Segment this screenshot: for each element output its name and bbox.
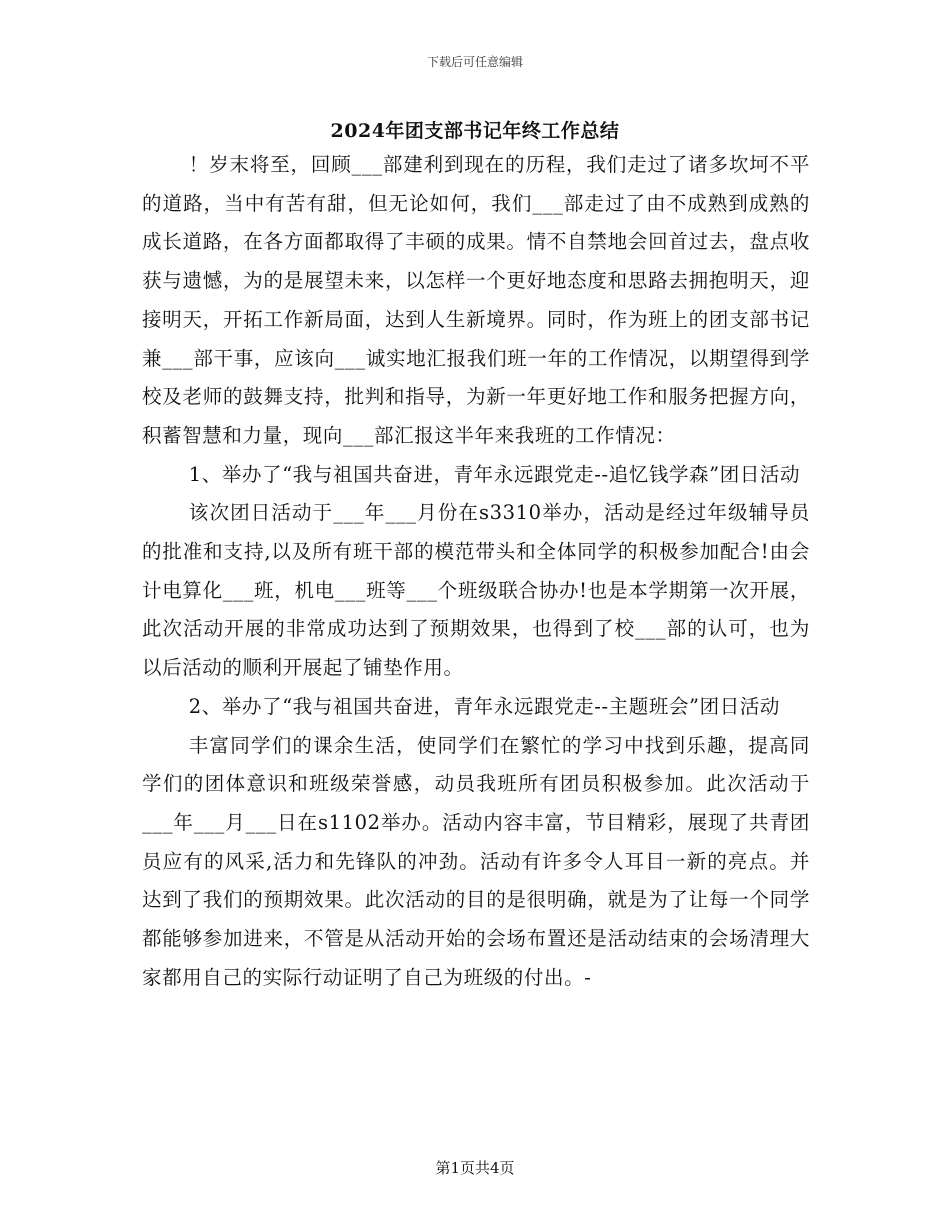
header-note: 下载后可任意编辑 bbox=[426, 55, 523, 69]
paragraph-item-1-heading: 1、举办了“我与祖国共奋进，青年永远跟党走--追忆钱学森”团日活动 bbox=[188, 462, 801, 486]
page-number-footer: 第1页共4页 bbox=[435, 1159, 515, 1177]
document-title: 2024年团支部书记年终工作总结 bbox=[330, 120, 620, 142]
document-body bbox=[142, 146, 810, 997]
paragraph-item-1-body: 该次团日活动于___年___月份在s3310举办，活动是经过年级辅导员的批准和支持,以及所有班干部的模范带头和全体同学的积极参加配合!由会计电算化___班，机电___班等___个班级联合协办!也是本学期第一次开展，此次活动开展的非常成功达到了预期效果，也得到了校___部的认可，也为以后活动的顺利开展起了铺垫作用。 bbox=[142, 501, 810, 680]
paragraph-item-2-body: 丰富同学们的课余生活，使同学们在繁忙的学习中找到乐趣，提高同学们的团体意识和班级荣誉感，动员我班所有团员积极参加。此次活动于___年___月___日在s1102举办。活动内容丰富，节目精彩，展现了共青团员应有的风采,活力和先锋队的冲劲。活动有许多令人耳目一新的亮点。并达到了我们的预期效果。此次活动的目的是很明确，就是为了让每一个同学都能够参加进来，不管是从活动开始的会场布置还是活动结束的会场清理大家都用自己的实际行动证明了自己为班级的付出。- bbox=[142, 733, 810, 989]
paragraph-intro: ！岁末将至，回顾___部建利到现在的历程，我们走过了诸多坎坷不平的道路，当中有苦有甜，但无论如何，我们___部走过了由不成熟到成熟的成长道路，在各方面都取得了丰硕的成果。情不自禁地会回首过去，盘点收获与遗憾，为的是展望未来，以怎样一个更好地态度和思路去拥抱明天，迎接明天，开拓工作新局面，达到人生新境界。同时，作为班上的团支部书记兼___部干事，应该向___诚实地汇报我们班一年的工作情况，以期望得到学校及老师的鼓舞支持，批判和指导，为新一年更好地工作和服务把握方向，积蓄智慧和力量，现向___部汇报这半年来我班的工作情况： bbox=[142, 153, 810, 447]
paragraph-item-2-heading: 2、举办了“我与祖国共奋进，青年永远跟党走--主题班会”团日活动 bbox=[188, 694, 781, 718]
